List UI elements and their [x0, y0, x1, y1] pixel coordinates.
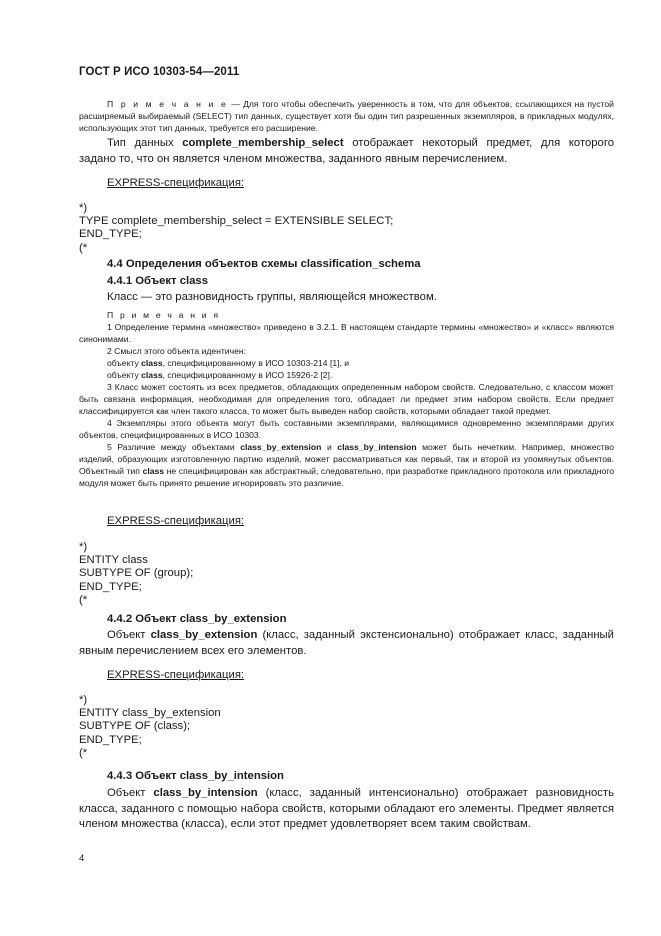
note-4: 4 Экземпляры этого объекта могут быть составными экземплярами, являющимися одновременно экземплярами других объектов, специфицированных в ИСО 10303. [79, 418, 614, 440]
term-class-by-extension: class_by_extension [240, 442, 322, 452]
express-label-text: EXPRESS-спецификация: [107, 669, 245, 681]
code-line: SUBTYPE OF (class); [79, 720, 191, 733]
code-line: *) [79, 541, 88, 553]
code-line: ENTITY class [79, 554, 148, 567]
section-4-4-1-text: Класс — это разновидность группы, являющейся множеством. [107, 291, 437, 303]
code-line: *) [79, 202, 88, 214]
complete-membership-paragraph [79, 136, 614, 167]
document-header: ГОСТ Р ИСО 10303-54—2011 [79, 66, 240, 78]
note-1: 1 Определение термина «множество» приведено в 3.2.1. В настоящем стандарте термины «множество» и «класс» являются синонимами. [79, 322, 614, 344]
code-line: TYPE complete_membership_select = EXTENSIBLE SELECT; [79, 215, 394, 228]
code-line: SUBTYPE OF (group); [79, 567, 194, 580]
note-text: не специфицирован как абстрактный, следовательно, при разработке прикладного протокола или прикладного модуля может быть принято решение игнорировать это различие. [79, 466, 615, 488]
notes-label: П р и м е ч а н и я [107, 310, 221, 320]
term-class: class [141, 370, 163, 380]
paragraph-text: (класс, заданный экстенсионально) отображает класс, заданный явным перечислением всех его элементов. [79, 629, 614, 657]
paragraph-text: Объект [107, 629, 151, 641]
code-block-1 [79, 202, 393, 255]
express-label-text: EXPRESS-спецификация: [107, 515, 245, 527]
note-5 [79, 441, 614, 489]
code-line: END_TYPE; [79, 733, 142, 746]
note-paragraph [79, 98, 614, 134]
code-block-3 [79, 694, 221, 760]
code-block-2 [79, 541, 193, 607]
term-class-by-intension: class_by_intension [337, 442, 417, 452]
term-class-by-extension: class_by_extension [150, 629, 258, 641]
section-4-4-2-heading: 4.4.2 Объект class_by_extension [107, 613, 287, 625]
code-line: (* [79, 746, 88, 759]
express-label-text: EXPRESS-спецификация: [107, 177, 245, 189]
notes-block [79, 309, 614, 489]
term-complete-membership-select: complete_membership_select [182, 137, 344, 149]
term-class-by-intension: class_by_intension [153, 787, 258, 799]
paragraph-text: (класс, заданный интенсионально) отображает разновидность класса, заданного с помощью набора свойств, которыми обладают его элементы. Предмет является членом множества (класса), если этот предмет удовлетворяет всем таким свойствам. [79, 787, 614, 830]
note-2b [79, 369, 614, 381]
term-class: class [141, 358, 163, 368]
section-4-4-heading: 4.4 Определения объектов схемы classification_schema [107, 258, 421, 270]
code-line: (* [79, 593, 88, 606]
section-4-4-2-text [79, 628, 614, 659]
paragraph-text: Тип данных [107, 137, 183, 149]
note-text: объекту [107, 370, 142, 380]
note-text: , специфицированному в ИСО 10303-214 [1], и [162, 358, 350, 368]
section-4-4-3-heading: 4.4.3 Объект class_by_intension [107, 770, 284, 782]
term-class: class [142, 466, 165, 476]
note-label: П р и м е ч а н и е [107, 99, 228, 109]
note-text: объекту [107, 358, 142, 368]
express-label-2 [107, 514, 507, 530]
code-line: (* [79, 241, 88, 254]
note-text: может быть нечетким. Например, множество изделий, образующих изготовленную партию изделий, может рассматриваться как первый, так и второй из упомянутых объектов. Объектный тип [79, 442, 614, 476]
note-2a [79, 357, 614, 369]
note-text: и [321, 442, 338, 452]
express-label-3 [107, 668, 507, 684]
note-text: — Для того чтобы обеспечить уверенность в том, что для объектов, ссылающихся на пустой расширяемый выбираемый (SELECT) тип данных, существует хотя бы один тип разрешенных экземпляров, в прикладных модулях, использующих этот тип данных, требуется его расширение. [79, 99, 614, 133]
note-3: 3 Класс может состоять из всех предметов, обладающих определенным набором свойств. Следовательно, с классом может быть связана информация, необходимая для определения того, обладает ли предмет этим набором свойств. Если предмет классифицируется как член такого класса, то может быть выведен набор свойств, которыми обладает такой предмет. [79, 382, 614, 416]
code-line: END_TYPE; [79, 228, 142, 241]
express-label-1 [107, 176, 507, 192]
section-4-4-1-heading: 4.4.1 Объект class [107, 275, 208, 287]
note-text: 5 Различие между объектами [107, 442, 241, 452]
page-number: 4 [79, 853, 85, 864]
section-4-4-3-text [79, 786, 614, 833]
note-text: , специфицированному в ИСО 15926-2 [2]. [162, 370, 333, 380]
code-line: END_TYPE; [79, 580, 142, 593]
paragraph-text: отображает некоторый предмет, для которого задано то, что он является членом множества, заданного явным перечислением. [79, 137, 614, 165]
paragraph-text: Объект [107, 787, 154, 799]
code-line: ENTITY class_by_extension [79, 707, 221, 720]
note-2: 2 Смысл этого объекта идентичен: [107, 346, 246, 356]
code-line: *) [79, 694, 88, 706]
